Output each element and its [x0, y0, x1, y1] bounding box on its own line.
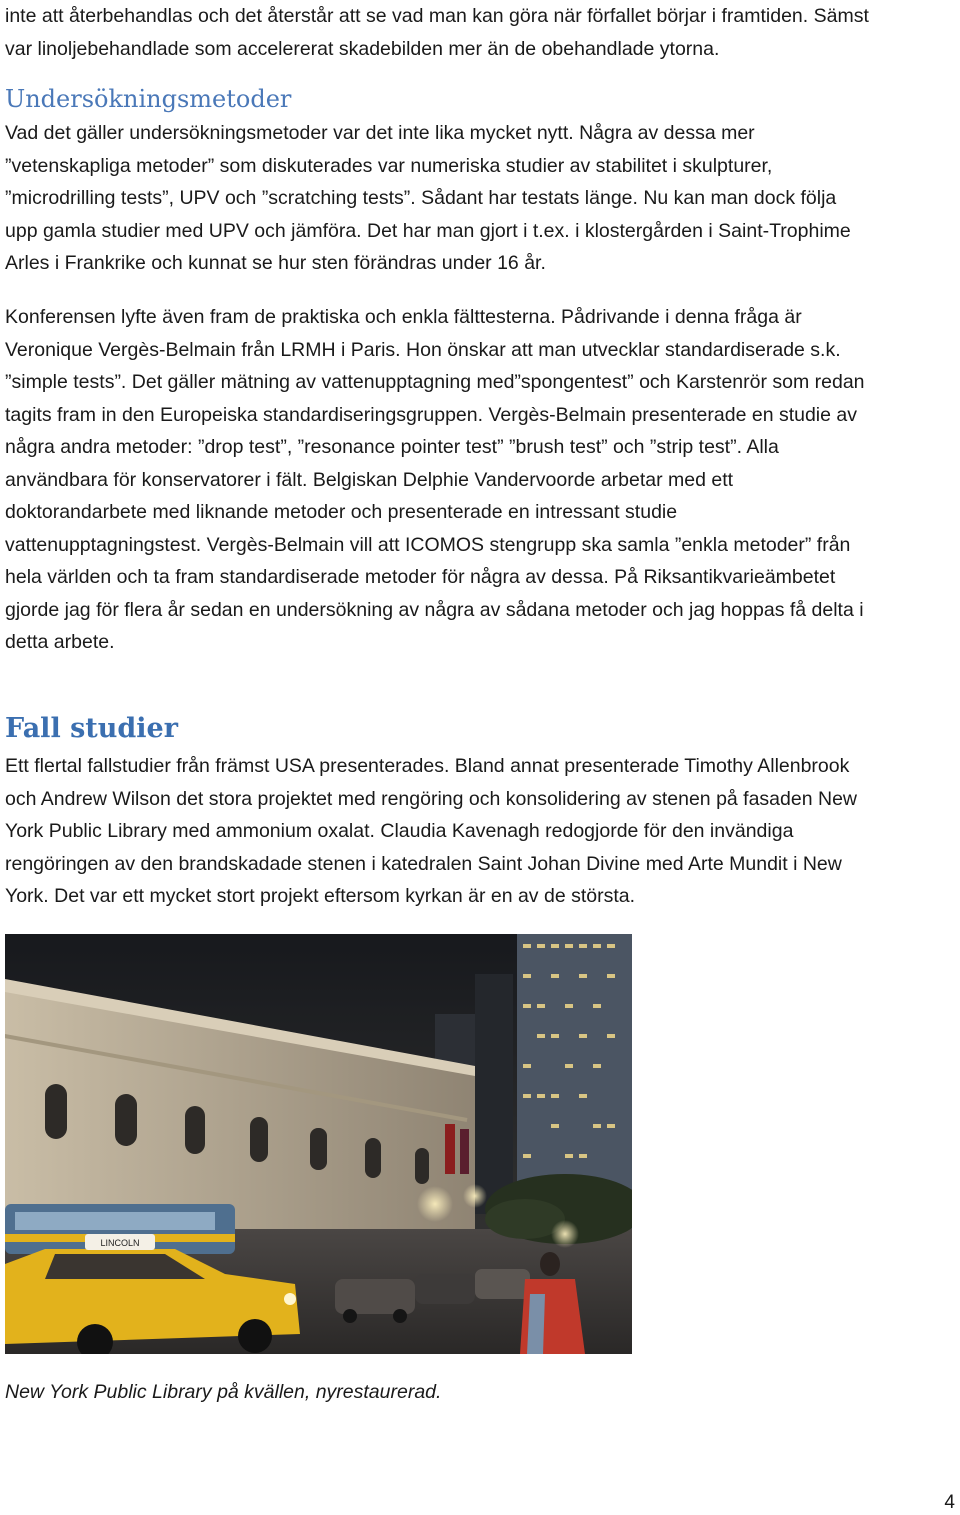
section-heading-case-studies: Fall studier — [5, 713, 178, 744]
text-line: ”vetenskapliga metoder” som diskuterades var numeriska studier av stabilitet i skulpturer, — [5, 154, 773, 177]
text-line: ”microdrilling tests”, UPV och ”scratching tests”. Sådant har testats länge. Nu kan man dock följa — [5, 187, 837, 209]
library-photo — [5, 934, 632, 1354]
text-line: Veronique Vergès-Belmain från LRMH i Paris. Hon önskar att man utvecklar standardiserade s.k. — [5, 338, 841, 361]
text-line: doktorandarbete med liknande metoder och presenterade en intressant studie — [5, 501, 678, 523]
text-line: användbara för konservatorer i fält. Belgiskan Delphie Vandervoorde arbetar med ett — [5, 468, 734, 491]
text-line: gjorde jag för flera år sedan en undersökning av några av sådana metoder och jag hoppas få delta i — [5, 598, 864, 621]
text-line: vattenupptagningstest. Vergès-Belmain vill att ICOMOS stengrupp ska samla ”enkla metoder” från — [5, 533, 851, 556]
text-line: ”simple tests”. Det gäller mätning av vattenupptagning med”spongentest” och Karstenrör som redan — [5, 371, 865, 393]
text-line: Arles i Frankrike och kunnat se hur sten förändras under 16 år. — [5, 252, 546, 274]
library-photo-illustration — [5, 934, 632, 1354]
text-line: York. Det var ett mycket stort projekt eftersom kyrkan är en av de största. — [5, 885, 636, 907]
intro-paragraph — [5, 0, 869, 65]
text-line: hela världen och ta fram standardiserade metoder för några av dessa. På Riksantikvarieämbetet — [5, 566, 836, 588]
text-line: upp gamla studier med UPV och jämföra. Det har man gjort i t.ex. i klostergården i Saint-Trophime — [5, 219, 851, 242]
text-line: detta arbete. — [5, 631, 115, 653]
text-line: tagits fram in den Europeiska standardiseringsgruppen. Vergès-Belmain presenterade en studie av — [5, 403, 858, 426]
page-number: 4 — [944, 1492, 955, 1513]
methods-paragraph-2 — [5, 301, 865, 659]
case-studies-paragraph — [5, 750, 857, 913]
text-line: rengöringen av den brandskadade stenen i katedralen Saint Johan Divine med Arte Mundit i New — [5, 852, 842, 875]
photo-caption: New York Public Library på kvällen, nyrestaurerad. — [5, 1381, 442, 1403]
text-line: och Andrew Wilson det stora projektet med rengöring och konsolidering av stenen på fasaden New — [5, 787, 857, 810]
taxi-sign-text: LINCOLN — [100, 1238, 140, 1248]
text-line: Ett flertal fallstudier från främst USA presenterades. Bland annat presenterade Timothy Allenbrook — [5, 755, 850, 777]
methods-paragraph-1 — [5, 117, 851, 280]
text-line: Konferensen lyfte även fram de praktiska och enkla fälttesterna. Pådrivande i denna fråga är — [5, 306, 802, 328]
text-line: några andra metoder: ”drop test”, ”resonance pointer test” ”brush test” och ”strip test”. Alla — [5, 436, 779, 458]
text-line: York Public Library med ammonium oxalat. Claudia Kavenagh redogjorde för den invändiga — [5, 820, 794, 842]
text-line: Vad det gäller undersökningsmetoder var det inte lika mycket nytt. Några av dessa mer — [5, 122, 755, 144]
text-line: inte att återbehandlas och det återstår att se vad man kan göra när förfallet börjar i framtiden. Sämst — [5, 5, 869, 27]
text-line: var linoljebehandlade som accelererat skadebilden mer än de obehandlade ytorna. — [5, 37, 720, 60]
section-heading-methods: Undersökningsmetoder — [5, 85, 292, 113]
